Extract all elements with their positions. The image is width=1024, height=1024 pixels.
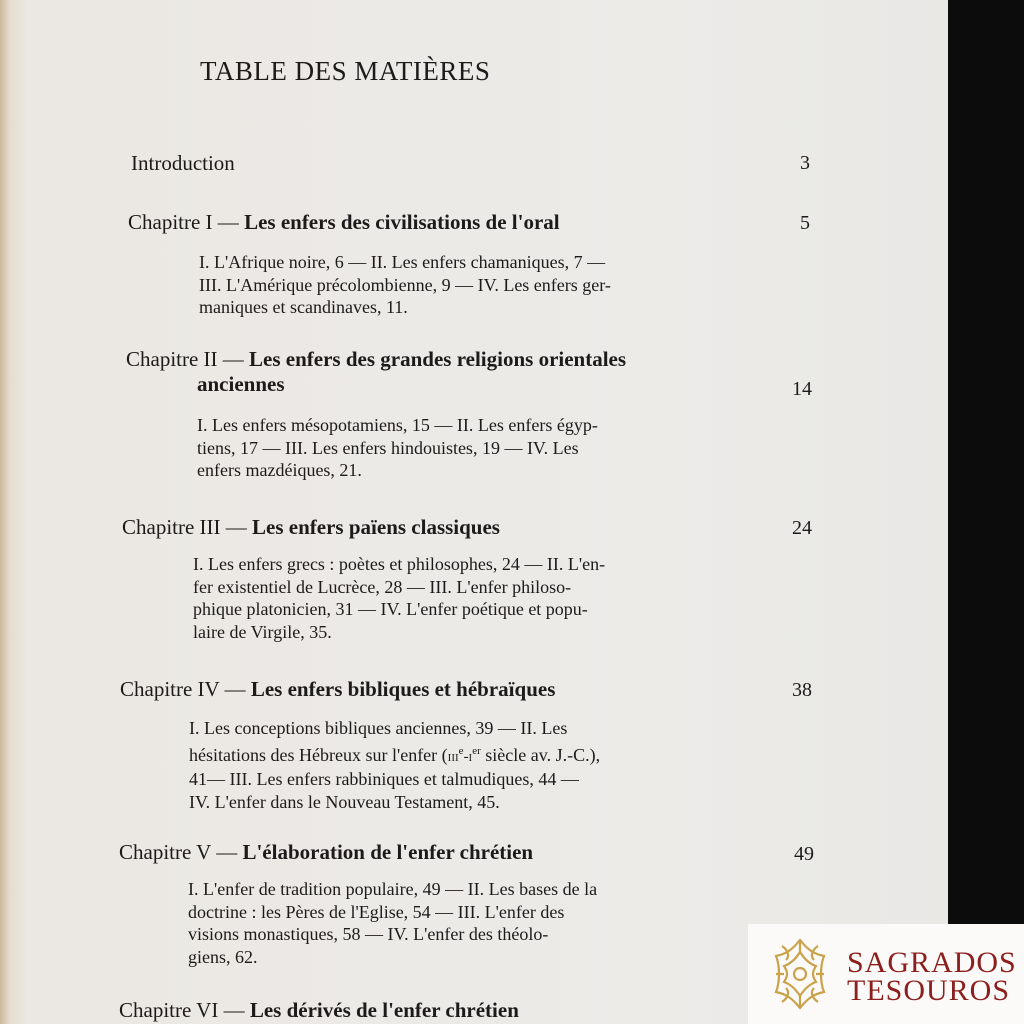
chapter-contents: I. Les enfers mésopotamiens, 15 — II. Les enfers égyp- tiens, 17 — III. Les enfers hindouistes, 19 — IV. Les enfers mazdéiques, 21. [197, 415, 598, 480]
chapter-title: Les enfers bibliques et hébraïques [250, 677, 556, 701]
sagrados-tesouros-logo [748, 924, 1024, 1024]
chapter-page: 14 [792, 378, 812, 400]
chapter-contents: I. Les enfers grecs : poètes et philosophes, 24 — II. L'en- fer existentiel de Lucrèce, 28 — III. L'enfer philoso- phique platonicien, 31 — IV. L'enfer poétique et popu- laire de Virgile, 35. [193, 554, 606, 642]
chapter-heading: Chapitre II — Les enfers des grandes religions orientales [126, 347, 627, 371]
chapter-heading: Chapitre IV — Les enfers bibliques et hébraïques [120, 677, 556, 701]
chapter-heading: Chapitre III — Les enfers païens classiques [122, 515, 500, 539]
introduction-page: 3 [800, 152, 810, 174]
introduction-label: Introduction [131, 151, 235, 175]
chapter-page: 38 [792, 679, 812, 701]
chapter-title: Les enfers des civilisations de l'oral [244, 210, 560, 234]
ornament-icon [762, 936, 838, 1012]
chapter-heading: Chapitre V — L'élaboration de l'enfer chrétien [119, 840, 534, 864]
chapter-contents: I. Les conceptions bibliques anciennes, 39 — II. Les hésitations des Hébreux sur l'enfer ($iii^e-i^{er}$ siècle av. J.-C.), 41— III. Les enfers rabbiniques et talmudiques, 44 — IV. L'enfer dans le Nouveau Testament, 45. [189, 718, 601, 812]
chapter-heading: Chapitre VI — Les dérivés de l'enfer chrétien [119, 998, 519, 1022]
logo-line-1: SAGRADOS [847, 946, 1017, 979]
chapter-page: 49 [794, 843, 814, 865]
chapter-page: 24 [792, 517, 812, 539]
chapter-page: 5 [800, 212, 810, 234]
chapter-title: L'élaboration de l'enfer chrétien [242, 840, 534, 864]
chapter-heading: Chapitre I — Les enfers des civilisations de l'oral [128, 210, 560, 234]
chapter-contents: I. L'enfer de tradition populaire, 49 — II. Les bases de la doctrine : les Pères de l'Eglise, 54 — III. L'enfer des visions monastiques, 58 — IV. L'enfer des théolo- giens, 62. [188, 879, 598, 967]
chapter-title: Les enfers païens classiques [252, 515, 500, 539]
page-title: TABLE DES MATIÈRES [200, 56, 491, 86]
chapter-title-continued: anciennes [197, 372, 285, 396]
chapter-title: Les enfers des grandes religions orientales [249, 347, 627, 371]
chapter-title: Les dérivés de l'enfer chrétien [249, 998, 519, 1022]
logo-line-2: TESOUROS [847, 974, 1011, 1007]
chapter-contents: I. L'Afrique noire, 6 — II. Les enfers chamaniques, 7 — III. L'Amérique précolombienne, 9 — IV. Les enfers ger- maniques et scandinaves, 11. [199, 252, 611, 317]
